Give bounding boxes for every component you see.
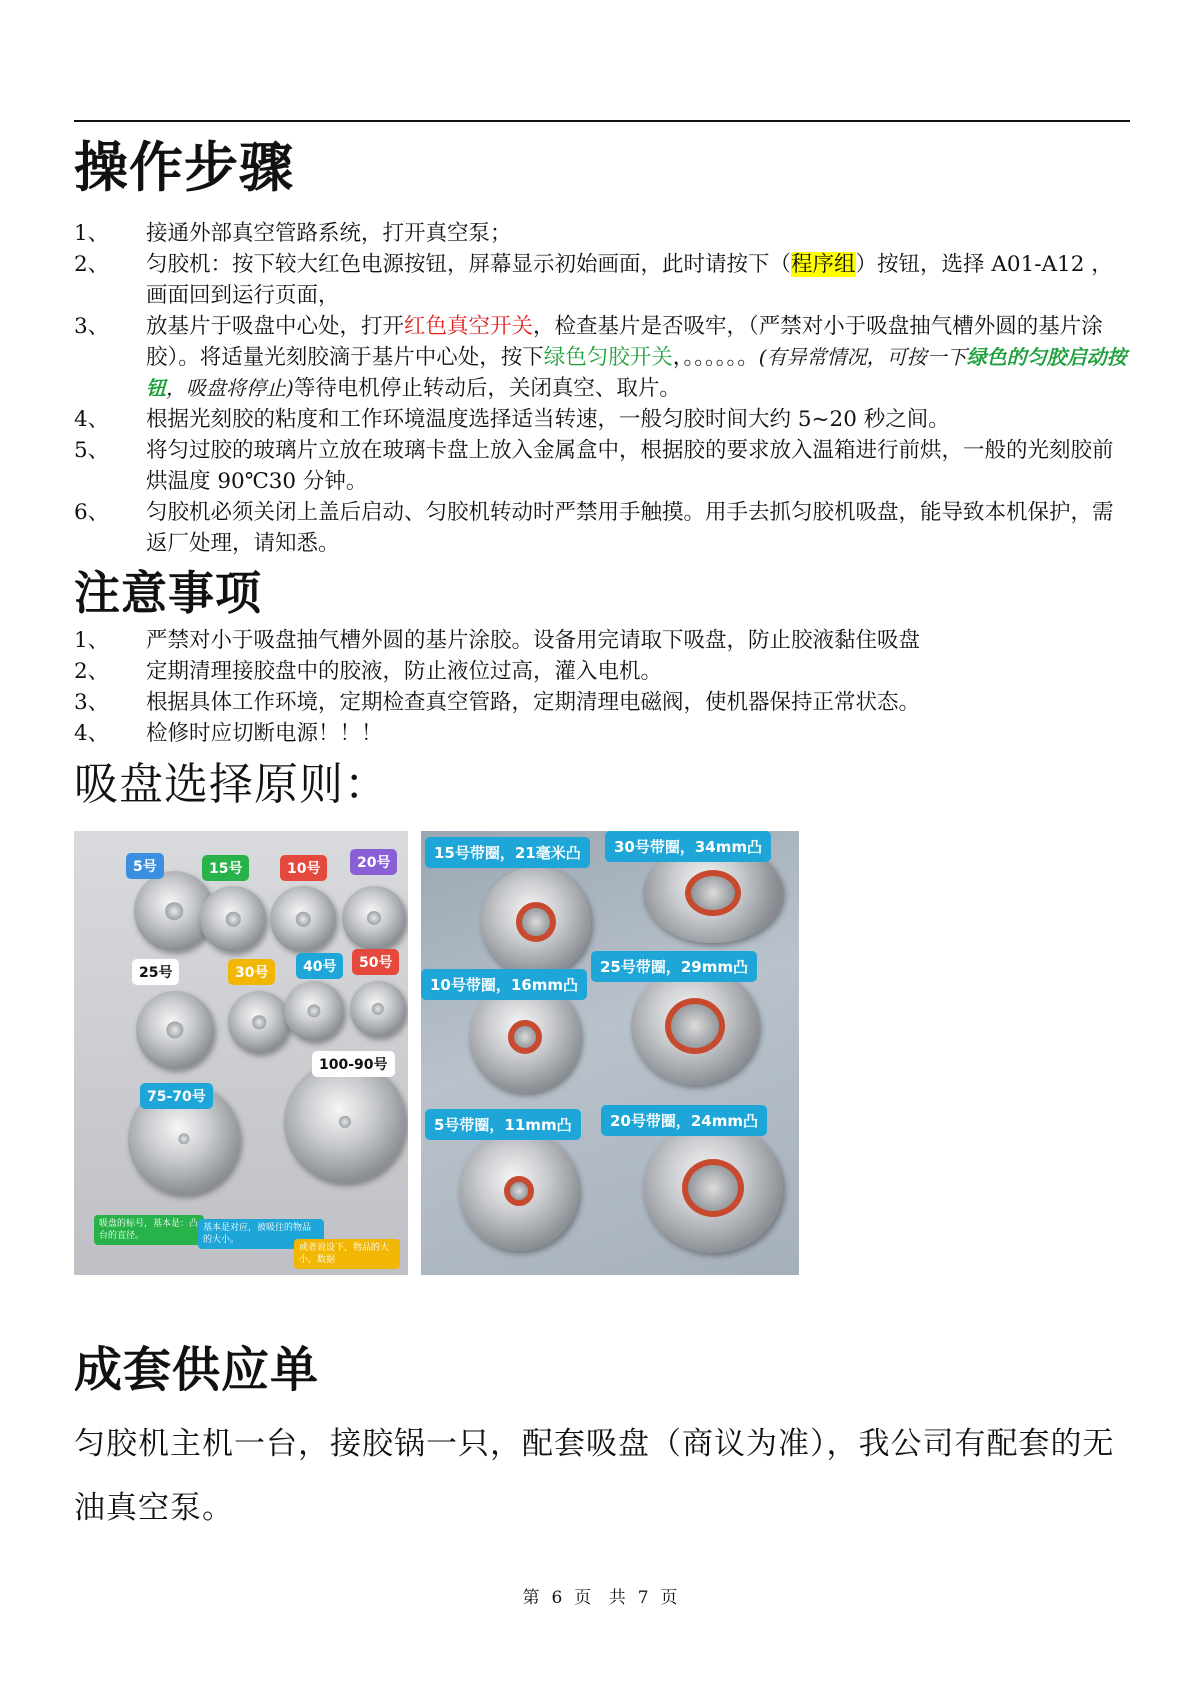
size-tag: 50号 [352, 949, 399, 975]
ring-size-tag: 30号带圈，34mm凸 [605, 831, 771, 862]
chuck-disc [228, 991, 290, 1053]
chuck-sizes-photo [74, 831, 408, 1275]
page-footer: 第 6 页 共 7 页 [522, 1588, 678, 1608]
size-tag: 10号 [280, 855, 327, 881]
step-text: 匀胶机：按下较大红色电源按钮，屏幕显示初始画面，此时请按下（程序组）按钮，选择 A01-A12 ，画面回到运行页面， [146, 252, 1113, 308]
chuck-disc [200, 886, 266, 952]
note-number: 3、 [74, 690, 110, 715]
size-tag: 25号 [132, 959, 179, 985]
note-number: 2、 [74, 659, 110, 684]
ringed-chuck-disc [481, 867, 591, 977]
note-text: 检修时应切断电源！！！ [146, 721, 383, 746]
ring-size-tag: 10号带圈，16mm凸 [421, 969, 587, 1000]
size-tag: 5号 [126, 853, 164, 879]
chuck-disc [284, 981, 344, 1041]
chuck-disc [342, 886, 406, 950]
steps-title: 操作步骤 [74, 136, 294, 199]
ring-size-tag: 5号带圈，11mm凸 [425, 1109, 581, 1140]
note-text: 定期清理接胶盘中的胶液，防止液位过高，灌入电机。 [146, 659, 663, 684]
step-text: 接通外部真空管路系统，打开真空泵； [146, 221, 512, 246]
note-text: 根据具体工作环境，定期检查真空管路，定期清理电磁阀，使机器保持正常状态。 [146, 690, 921, 715]
ringed-chuck-disc [459, 1131, 579, 1251]
size-tag: 15号 [202, 855, 249, 881]
program-group-highlight: 程序组 [791, 252, 856, 277]
step-text: 匀胶机必须关闭上盖后启动、匀胶机转动时严禁用手触摸。用手去抓匀胶机吸盘，能导致本机保护，需返厂处理，请知悉。 [146, 500, 1114, 556]
size-tag: 40号 [296, 953, 343, 979]
ringed-chuck-disc [643, 1123, 783, 1253]
step-text: 放基片于吸盘中心处，打开红色真空开关，检查基片是否吸牢，（严禁对小于吸盘抽气槽外圆的基片涂胶）。将适量光刻胶滴于基片中心处，按下绿色匀胶开关，。。。。。。(有异常情况，可按一下绿色的匀胶启动按钮，吸盘将停止)等待电机停止转动后，关闭真空、取片。 [146, 314, 1127, 401]
green-spin-switch-text: 绿色匀胶开关 [543, 345, 673, 370]
chuck-disc [350, 981, 406, 1037]
step-number: 1、 [74, 221, 110, 246]
red-vacuum-switch-text: 红色真空开关 [404, 314, 534, 339]
step-text: 将匀过胶的玻璃片立放在玻璃卡盘上放入金属盒中，根据胶的要求放入温箱进行前烘，一般的光刻胶前烘温度 90℃30 分钟。 [146, 438, 1114, 494]
chuck-disc [284, 1061, 406, 1183]
size-note: 吸盘的标号，基本是：凸台的直径。 [94, 1215, 204, 1245]
note-number: 1、 [74, 628, 110, 653]
step-number: 6、 [74, 500, 110, 525]
page-number: 6 [551, 1588, 563, 1608]
page-total: 7 [637, 1588, 649, 1608]
ring-size-tag: 15号带圈，21毫米凸 [425, 837, 590, 868]
size-tag: 75-70号 [140, 1083, 213, 1109]
chuck-selection-title: 吸盘选择原则： [74, 759, 389, 810]
notes-title: 注意事项 [74, 566, 262, 620]
ringed-chucks-photo [421, 831, 799, 1275]
top-rule [74, 120, 1130, 122]
size-tag: 30号 [228, 959, 275, 985]
step-number: 2、 [74, 252, 110, 277]
note-number: 4、 [74, 721, 110, 746]
step-number: 5、 [74, 438, 110, 463]
chuck-disc [136, 991, 214, 1069]
ring-size-tag: 20号带圈，24mm凸 [601, 1105, 767, 1136]
size-note: 或者说设下，物品的大小，数据 [294, 1239, 400, 1269]
step-text: 根据光刻胶的粘度和工作环境温度选择适当转速，一般匀胶时间大约 5~20 秒之间。 [146, 407, 950, 432]
supply-title: 成套供应单 [74, 1342, 320, 1398]
ring-size-tag: 25号带圈，29mm凸 [591, 951, 757, 982]
abnormal-note: (有异常情况，可按一下绿色的匀胶启动按钮，吸盘将停止) [146, 345, 1127, 400]
size-tag: 100-90号 [312, 1051, 395, 1077]
note-text: 严禁对小于吸盘抽气槽外圆的基片涂胶。设备用完请取下吸盘，防止胶液黏住吸盘 [146, 628, 921, 653]
size-note: 基本是对应，被吸住的物品的大小。 [198, 1219, 324, 1249]
chuck-disc [270, 886, 336, 952]
supply-text: 匀胶机主机一台，接胶锅一只，配套吸盘（商议为准），我公司有配套的无油真空泵。 [74, 1426, 1115, 1526]
step-number: 4、 [74, 407, 110, 432]
ringed-chuck-disc [631, 967, 759, 1085]
step-number: 3、 [74, 314, 110, 339]
size-tag: 20号 [350, 849, 397, 875]
